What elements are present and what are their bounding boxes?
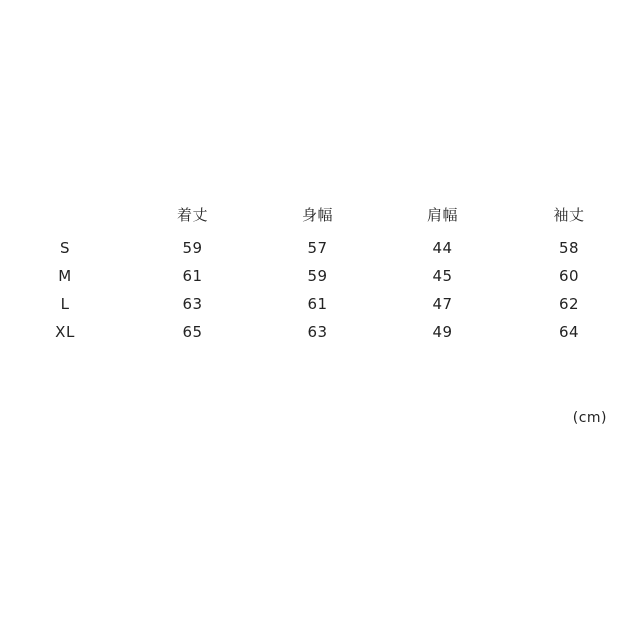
size-chart-table <box>0 196 633 346</box>
cell-length: 59 <box>182 239 203 257</box>
cell-width: 63 <box>307 323 328 341</box>
column-header-size <box>0 196 130 234</box>
cell-length: 65 <box>182 323 203 341</box>
column-header-width: 身幅 <box>301 206 333 224</box>
row-size-label: M <box>58 267 72 285</box>
table-row <box>0 234 633 262</box>
cell-length: 61 <box>182 267 203 285</box>
cell-width: 61 <box>307 295 328 313</box>
row-size-label: S <box>59 239 71 257</box>
table-header <box>0 196 633 234</box>
unit-note: (cm) <box>572 410 607 426</box>
table-body <box>0 234 633 346</box>
cell-sleeve: 64 <box>558 323 580 341</box>
cell-shoulder: 44 <box>432 239 453 257</box>
column-header-length: 着丈 <box>176 206 208 224</box>
cell-sleeve: 58 <box>558 239 580 257</box>
table-header-row <box>0 196 633 234</box>
cell-length: 63 <box>182 295 203 313</box>
table-row <box>0 290 633 318</box>
cell-shoulder: 49 <box>432 323 453 341</box>
cell-sleeve: 62 <box>558 295 580 313</box>
column-header-sleeve: 袖丈 <box>553 206 585 224</box>
row-size-label: L <box>60 295 70 313</box>
cell-width: 57 <box>307 239 328 257</box>
table-row <box>0 262 633 290</box>
cell-shoulder: 45 <box>432 267 453 285</box>
table-row <box>0 318 633 346</box>
cell-sleeve: 60 <box>558 267 580 285</box>
row-size-label: XL <box>55 323 75 341</box>
column-header-shoulder: 肩幅 <box>426 206 458 224</box>
cell-shoulder: 47 <box>432 295 453 313</box>
cell-width: 59 <box>307 267 328 285</box>
